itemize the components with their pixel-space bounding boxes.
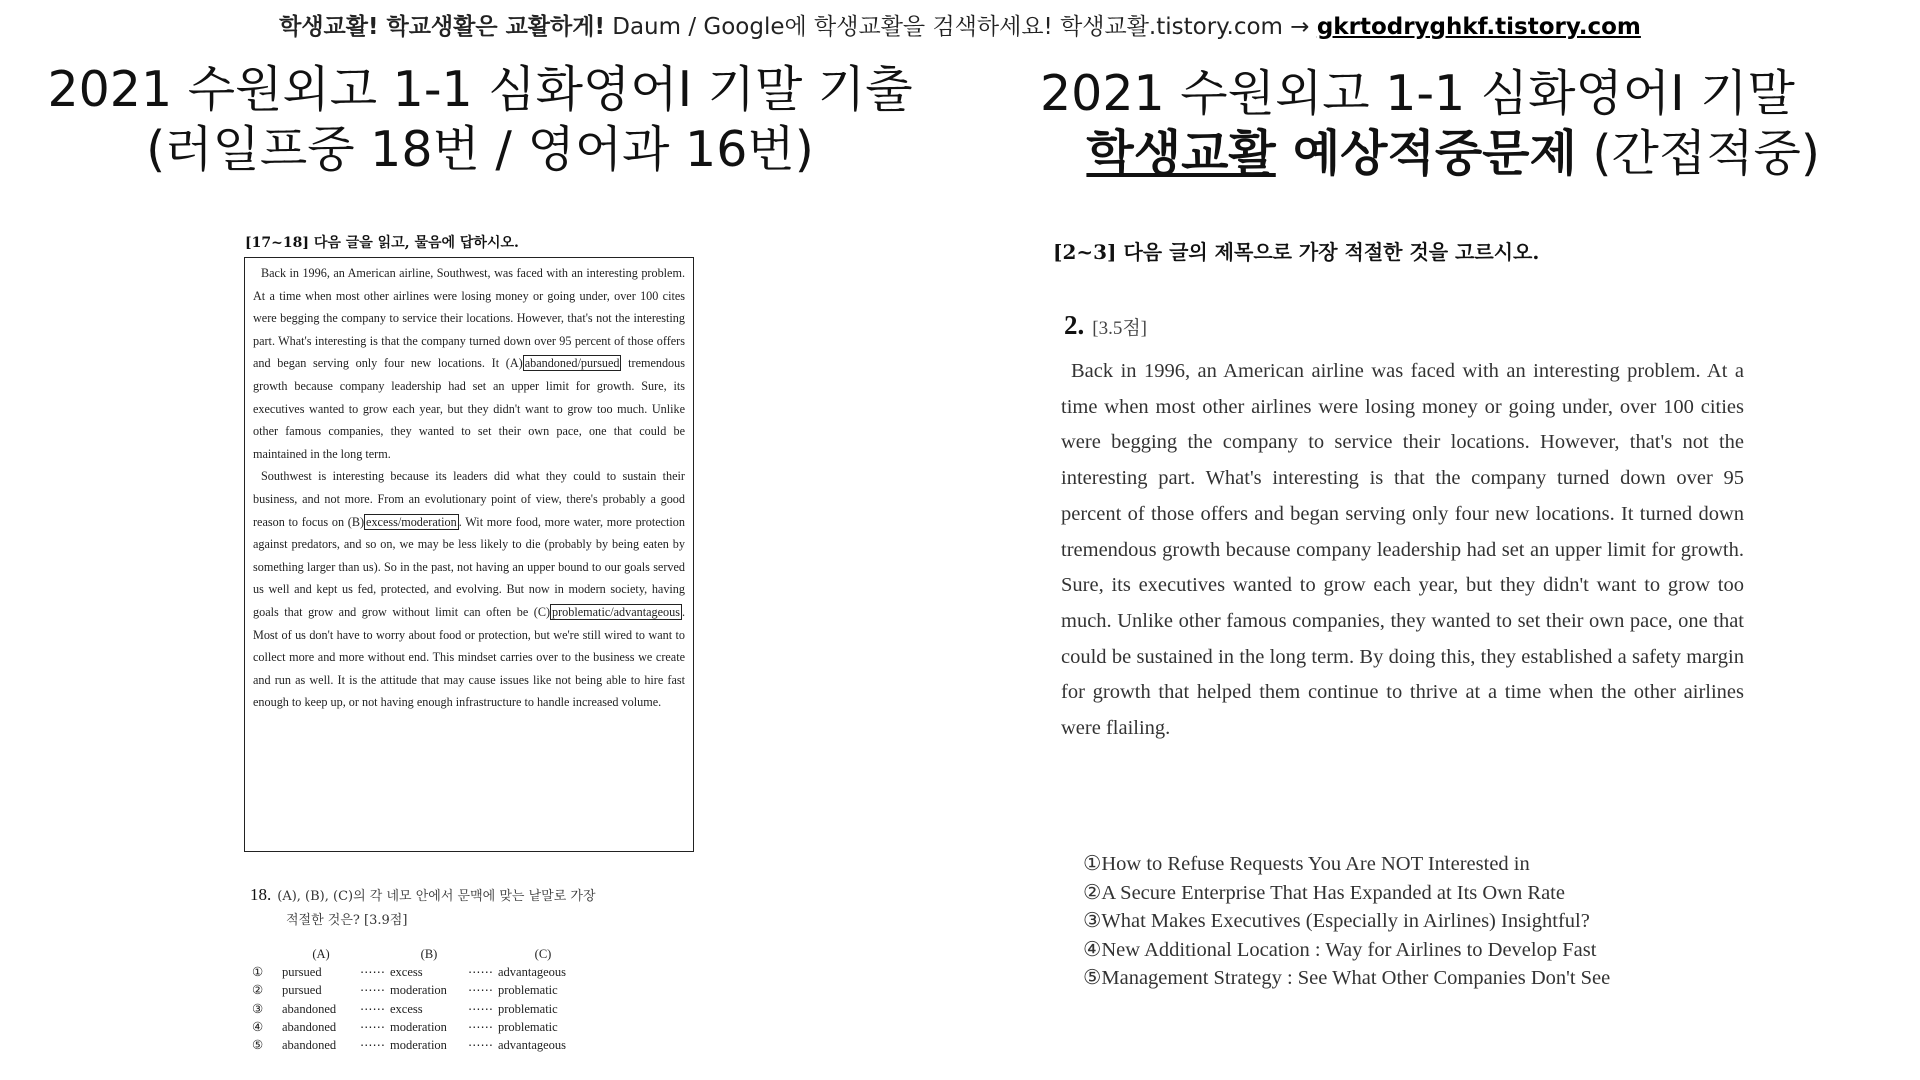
left-instruction: [17~18] 다음 글을 읽고, 물음에 답하시오. [245,235,519,251]
option-mark: ④ [252,1019,264,1034]
option-row[interactable] [252,981,588,999]
choice-box-a: abandoned/pursued [524,356,620,371]
left-heading [40,60,920,180]
option-dots: ⋯⋯ [468,1038,493,1053]
question-2-options [1083,850,1610,993]
para2-text-c: . Most of us don't have to worry about food or protection, but we're still wired to want to collect more and more without end. This mindset carries over to the business we create and run as well. It is the attitude that may cause issues like not being able to hire fast enough to keep up, or not having enough infrastructure to handle increased volume. [253,604,685,710]
para1-text-b: tremendous growth because company leadership had set an upper limit for growth. Sure, its executives wanted to grow each year, but they didn't want to grow too much. Unlike other famous companies, they wanted to set their own pace, one that could be maintained in the long term. [253,356,685,461]
option-1[interactable]: ①How to Refuse Requests You Are NOT Interested in [1083,853,1530,875]
choice-box-c: problematic/advantageous [552,604,680,619]
banner-slogan: 학생교활! 학교생활은 교활하게! [279,14,605,40]
option-b: moderation [390,1038,447,1053]
right-instruction: [2~3] 다음 글의 제목으로 가장 적절한 것을 고르시오. [1053,240,1540,264]
option-mark: ⑤ [252,1038,264,1053]
banner-text: Daum / Google에 학생교활을 검색하세요! 학생교활.tistory.com → [604,14,1317,40]
option-dots: ⋯⋯ [360,983,385,998]
question-2-points: [3.5점] [1092,318,1148,339]
left-heading-line2: (러일프중 18번 / 영어과 16번) [146,121,814,178]
option-b: excess [390,1001,423,1016]
left-heading-line1: 2021 수원외고 1-1 심화영어I 기말 기출 [47,61,913,118]
option-mark: ② [252,983,264,998]
brand-underlined: 학생교활 [1086,125,1276,182]
option-row[interactable] [252,1000,588,1018]
question-18-options [252,945,588,1054]
option-b: excess [390,965,423,980]
col-c-header: (C) [534,947,552,961]
option-4[interactable]: ④New Additional Location : Way for Airlines to Develop Fast [1083,938,1597,961]
option-c: advantageous [498,965,567,980]
option-3[interactable]: ③What Makes Executives (Especially in Airlines) Insightful? [1083,910,1590,932]
question-18-text: (A), (B), (C)의 각 네모 안에서 문맥에 맞는 낱말로 가장 [277,889,596,904]
choice-box-b: excess/moderation [366,514,457,529]
option-b: moderation [390,1019,447,1034]
option-dots: ⋯⋯ [360,1001,385,1016]
right-passage [1061,354,1744,747]
option-row[interactable] [252,1018,588,1036]
para1-text-a: Back in 1996, an American airline, Southwest, was faced with an interesting problem. At a time when most other airlines were losing money or going under, over 100 cites were begging the company to service their locations. However, that's not the interesting part. What's interesting is that the company turned down over 95 percent of those offers and began serving only four new locations. It (A) [253,266,685,371]
option-c: problematic [498,983,558,998]
option-a: abandoned [282,1001,337,1016]
question-2-header [1064,310,1147,341]
para2-text-a: Southwest is interesting because its leaders did what they could to sustain their business, and not more. From an evolutionary point of view, there's probably a good reason to focus on (B) [253,469,685,529]
option-2[interactable]: ②A Secure Enterprise That Has Expanded at Its Own Rate [1083,881,1565,904]
question-18-number: 18. [250,885,272,904]
option-a: pursued [282,965,322,980]
left-paragraph-1 [253,262,685,465]
option-c: advantageous [498,1038,567,1053]
col-b-header: (B) [420,947,438,961]
option-a: pursued [282,983,322,998]
right-heading-line1: 2021 수원외고 1-1 심화영어I 기말 [1040,65,1795,122]
option-dots: ⋯⋯ [360,1019,385,1034]
heading-bold: 예상적중문제 [1275,125,1577,182]
question-18-text2: 적절한 것은? [3.9점] [286,913,408,928]
option-c: problematic [498,1019,558,1034]
option-a: abandoned [282,1038,337,1053]
option-dots: ⋯⋯ [360,1038,385,1053]
option-c: problematic [498,1001,558,1016]
option-row[interactable] [252,1036,588,1054]
question-18 [250,883,690,933]
top-banner [0,8,1920,41]
option-row[interactable] [252,963,588,981]
option-5[interactable]: ⑤Management Strategy : See What Other Companies Don't See [1083,967,1611,989]
option-dots: ⋯⋯ [360,965,385,980]
right-passage-text: Back in 1996, an American airline was faced with an interesting problem. At a time when most other airlines were losing money or going under, over 100 cities were begging the company to service their locations. However, that's not the interesting part. What's interesting is that the company turned down over 95 percent of those offers and began serving only four new locations. It turned down tremendous growth because company leadership had set an upper limit for growth. Sure, its executives wanted to grow each year, but they didn't want to grow too much. Unlike other famous companies, they wanted to set their own pace, one that could be sustained in the long term. By doing this, they established a safety margin for growth that helped them continue to thrive at a time when the other airlines were flailing. [1061,360,1744,740]
right-heading [1040,64,1820,184]
option-b: moderation [390,983,447,998]
col-a-header: (A) [312,947,330,961]
option-mark: ① [252,965,264,980]
option-dots: ⋯⋯ [468,1019,493,1034]
option-dots: ⋯⋯ [468,965,493,980]
option-dots: ⋯⋯ [468,1001,493,1016]
left-paragraph-2 [253,465,685,714]
heading-tail: (간접적중) [1576,125,1820,182]
right-heading-line2 [1040,124,1820,184]
question-2-number: 2. [1064,310,1085,340]
left-passage-box [244,257,694,852]
option-mark: ③ [252,1001,264,1016]
option-a: abandoned [282,1019,337,1034]
blog-link[interactable]: gkrtodryghkf.tistory.com [1316,14,1641,40]
option-dots: ⋯⋯ [468,983,493,998]
para2-text-b: . Wit more food, more water, more protection against predators, and so on, we may be less likely to die (probably by being eaten by something larger than us). So in the past, not having an upper bound to our goals served us well and kept us fed, protected, and evolving. But now in modern society, having goals that grow and grow without limit can often be (C) [253,514,685,619]
